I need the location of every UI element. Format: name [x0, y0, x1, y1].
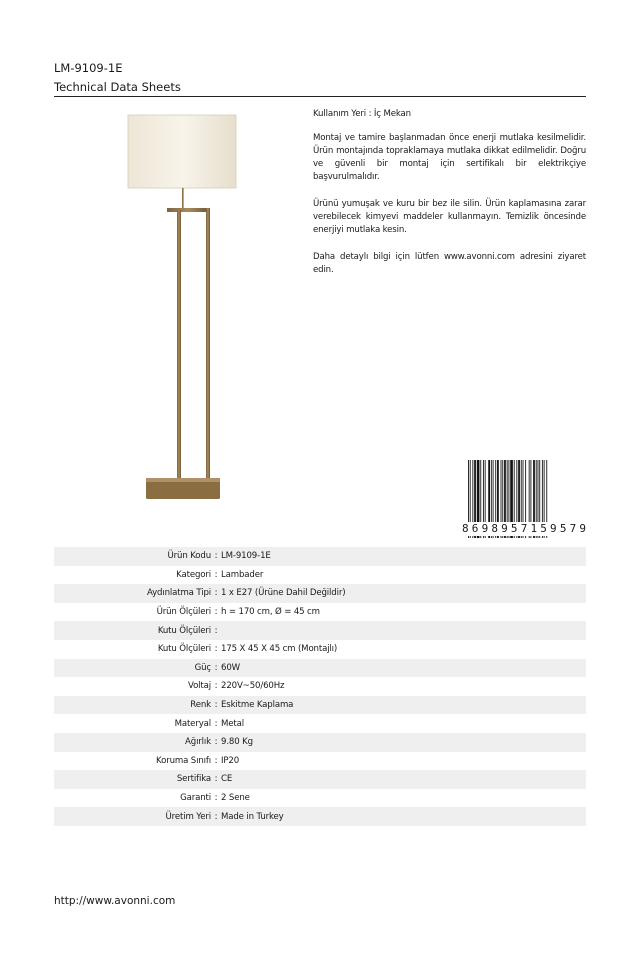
spec-separator: : — [214, 718, 218, 729]
lamp-stem — [182, 188, 184, 210]
usage-location: Kullanım Yeri : İç Mekan — [313, 109, 411, 119]
spec-value: CE — [221, 774, 233, 785]
spec-separator: : — [214, 588, 218, 599]
barcode-digit: 9 — [579, 522, 586, 535]
spec-separator: : — [214, 607, 218, 618]
lamp-arm — [167, 208, 209, 212]
spec-row — [54, 789, 586, 808]
spec-label: Kategori — [176, 569, 211, 580]
spec-value: 2 Sene — [221, 793, 250, 804]
spec-separator: : — [214, 551, 218, 562]
header-divider — [54, 96, 586, 97]
spec-row — [54, 807, 586, 826]
spec-separator: : — [214, 625, 218, 636]
lamp-right-pole — [206, 208, 210, 478]
barcode-number — [462, 522, 586, 536]
spec-label: Ağırlık — [185, 737, 211, 748]
barcode-digit: 7 — [569, 522, 577, 535]
footer-website-link[interactable]: http://www.avonni.com — [54, 895, 176, 907]
spec-label: Ürün Ölçüleri — [156, 607, 211, 618]
spec-value: LM-9109-1E — [221, 551, 271, 562]
spec-row — [54, 770, 586, 789]
barcode-digit: 7 — [520, 522, 528, 535]
spec-label: Kutu Ölçüleri — [157, 644, 211, 655]
spec-value: Metal — [221, 718, 244, 729]
barcode-digit: 9 — [481, 522, 489, 535]
spec-separator: : — [214, 700, 218, 711]
spec-row — [54, 677, 586, 696]
spec-row — [54, 584, 586, 603]
spec-label: Güç — [194, 662, 211, 673]
spec-separator: : — [214, 737, 218, 748]
safety-paragraph: Montaj ve tamire başlanmadan önce enerji mutlaka kesilmelidir. Ürün montajında topraklamaya mutlaka dikkat edilmelidir. Doğru ve güvenli bir montaj için sertifikalı bir elektrikçiye başvurulmalıdır. — [313, 133, 586, 182]
spec-value: h = 170 cm, Ø = 45 cm — [221, 607, 320, 618]
spec-label: Garanti — [180, 793, 211, 804]
barcode-digit: 8 — [462, 522, 469, 535]
spec-value: 60W — [221, 662, 240, 673]
spec-separator: : — [214, 755, 218, 766]
spec-value: Eskitme Kaplama — [221, 700, 294, 711]
spec-row — [54, 640, 586, 659]
cleaning-paragraph: Ürünü yumuşak ve kuru bir bez ile silin. Ürün kaplamasına zarar verebilecek kimyevi maddeler kullanmayın. Temizlik öncesinde enerjiyi mutlaka kesin. — [313, 199, 586, 235]
spec-value: IP20 — [221, 755, 240, 766]
spec-row — [54, 752, 586, 771]
spec-value: 175 X 45 X 45 cm (Montajlı) — [221, 644, 338, 655]
spec-row — [54, 714, 586, 733]
barcode-digit: 5 — [540, 522, 547, 535]
spec-label: Koruma Sınıfı — [156, 755, 211, 766]
barcode-digit: 6 — [471, 522, 479, 535]
spec-row — [54, 733, 586, 752]
spec-label: Kutu Ölçüleri — [157, 625, 211, 636]
spec-label: Renk — [190, 700, 211, 711]
floor-lamp-image — [125, 110, 240, 505]
info-panel — [313, 108, 586, 291]
spec-label: Aydınlatma Tipi — [146, 588, 211, 599]
spec-value: 220V~50/60Hz — [221, 681, 285, 692]
spec-row — [54, 659, 586, 678]
barcode-digit: 9 — [501, 522, 508, 535]
barcode-digit: 1 — [530, 522, 538, 535]
spec-separator: : — [214, 662, 218, 673]
spec-value: Made in Turkey — [221, 811, 284, 822]
spec-label: Voltaj — [188, 681, 211, 692]
lamp-left-pole — [177, 210, 181, 478]
spec-separator: : — [214, 793, 218, 804]
barcode-digit: 9 — [550, 522, 557, 535]
spec-row — [54, 603, 586, 622]
spec-separator: : — [214, 644, 218, 655]
lamp-shade — [128, 115, 236, 188]
spec-label: Materyal — [174, 718, 211, 729]
spec-separator: : — [214, 811, 218, 822]
spec-separator: : — [214, 569, 218, 580]
spec-value: Lambader — [221, 569, 264, 580]
spec-value: 9.80 Kg — [221, 737, 253, 748]
document-title: Technical Data Sheets — [54, 80, 181, 94]
spec-separator: : — [214, 681, 218, 692]
spec-value: 1 x E27 (Ürüne Dahil Değildir) — [221, 588, 346, 599]
spec-row — [54, 621, 586, 640]
spec-label: Ürün Kodu — [167, 551, 211, 562]
barcode-digit: 8 — [491, 522, 498, 535]
spec-table — [54, 547, 586, 826]
spec-separator: : — [214, 774, 218, 785]
barcode-digit: 5 — [559, 522, 567, 535]
barcode-digit: 5 — [510, 522, 518, 535]
spec-row — [54, 696, 586, 715]
spec-label: Üretim Yeri — [165, 811, 211, 822]
website-paragraph: Daha detaylı bilgi için lütfen www.avonni.com adresini ziyaret edin. — [313, 252, 586, 275]
product-code: LM-9109-1E — [54, 61, 123, 75]
spec-row — [54, 566, 586, 585]
spec-label: Sertifika — [176, 774, 211, 785]
spec-row — [54, 547, 586, 566]
